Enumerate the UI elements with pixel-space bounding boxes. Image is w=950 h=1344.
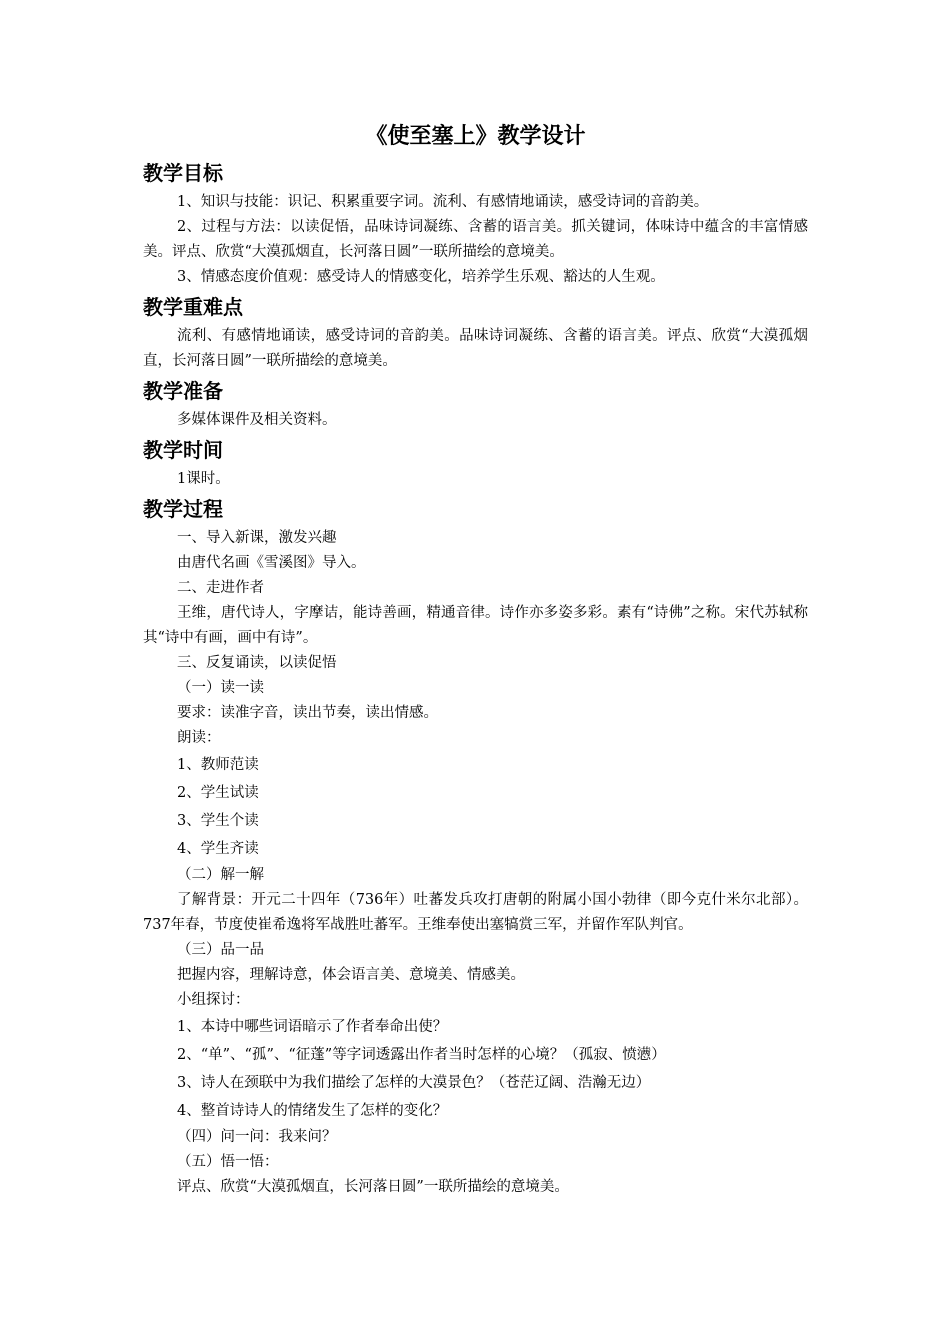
paragraph: 2、过程与方法：以读促悟，品味诗词凝练、含蓄的语言美。抓关键词，体味诗中蕴含的丰富情感美。评点、欣赏“大漠孤烟直，长河落日圆”一联所描绘的意境美。 bbox=[143, 219, 808, 260]
section-heading: 教学重难点 bbox=[143, 295, 243, 319]
section-time bbox=[143, 435, 808, 492]
section-heading: 教学时间 bbox=[143, 438, 223, 462]
paragraph: 王维，唐代诗人，字摩诘，能诗善画，精通音律。诗作亦多姿多彩。素有“诗佛”之称。宋代苏轼称其“诗中有画，画中有诗”。 bbox=[143, 605, 808, 646]
paragraph: 1课时。 bbox=[177, 471, 230, 487]
section-heading: 教学目标 bbox=[143, 161, 223, 185]
paragraph: 1、知识与技能：识记、积累重要字词。流利、有感情地诵读，感受诗词的音韵美。 bbox=[177, 194, 709, 210]
list-item: 4、整首诗诗人的情绪发生了怎样的变化？ bbox=[177, 1103, 448, 1119]
paragraph: 3、情感态度价值观：感受诗人的情感变化，培养学生乐观、豁达的人生观。 bbox=[177, 269, 665, 285]
paragraph: （三）品一品 bbox=[177, 942, 264, 958]
paragraph: 由唐代名画《雪溪图》导入。 bbox=[177, 555, 366, 571]
list-item: 3、诗人在颈联中为我们描绘了怎样的大漠景色？（苍茫辽阔、浩瀚无边） bbox=[177, 1075, 651, 1091]
paragraph: 评点、欣赏“大漠孤烟直，长河落日圆”一联所描绘的意境美。 bbox=[177, 1179, 569, 1195]
paragraph: 要求：读准字音，读出节奏，读出情感。 bbox=[177, 705, 438, 721]
paragraph: 了解背景：开元二十四年（736年）吐蕃发兵攻打唐朝的附属小国小勃律（即今克什米尔北部）。737年春，节度使崔希逸将军战胜吐蕃军。王维奉使出塞犒赏三军，并留作军队判官。 bbox=[143, 892, 808, 933]
paragraph: （二）解一解 bbox=[177, 867, 264, 883]
list-item: 1、教师范读 bbox=[177, 757, 259, 773]
list-item: 3、学生个读 bbox=[177, 813, 259, 829]
paragraph: 二、走进作者 bbox=[177, 580, 264, 596]
paragraph: 把握内容，理解诗意，体会语言美、意境美、情感美。 bbox=[177, 967, 525, 983]
list-item: 1、本诗中哪些词语暗示了作者奉命出使？ bbox=[177, 1019, 448, 1035]
section-teaching-goals bbox=[143, 158, 808, 290]
paragraph: （一）读一读 bbox=[177, 680, 264, 696]
list-item: 2、学生试读 bbox=[177, 785, 259, 801]
paragraph: 一、导入新课，激发兴趣 bbox=[177, 530, 337, 546]
section-preparation bbox=[143, 376, 808, 433]
list-item: 4、学生齐读 bbox=[177, 841, 259, 857]
document-title: 《使至塞上》教学设计 bbox=[365, 124, 586, 149]
section-key-difficulties bbox=[143, 292, 808, 374]
section-heading: 教学准备 bbox=[143, 379, 223, 403]
paragraph: （四）问一问：我来问？ bbox=[177, 1129, 337, 1145]
document-body bbox=[143, 120, 808, 1200]
paragraph: 流利、有感情地诵读，感受诗词的音韵美。品味诗词凝练、含蓄的语言美。评点、欣赏“大漠孤烟直，长河落日圆”一联所描绘的意境美。 bbox=[143, 328, 808, 369]
paragraph: 多媒体课件及相关资料。 bbox=[177, 412, 337, 428]
section-process bbox=[143, 494, 808, 1200]
list-item: 2、“单”、“孤”、“征蓬”等字词透露出作者当时怎样的心境？（孤寂、愤懑） bbox=[177, 1047, 666, 1063]
paragraph: 小组探讨： bbox=[177, 992, 250, 1008]
section-heading: 教学过程 bbox=[143, 497, 223, 521]
paragraph: 三、反复诵读，以读促悟 bbox=[177, 655, 337, 671]
paragraph: （五）悟一悟： bbox=[177, 1154, 279, 1170]
paragraph: 朗读： bbox=[177, 730, 221, 746]
